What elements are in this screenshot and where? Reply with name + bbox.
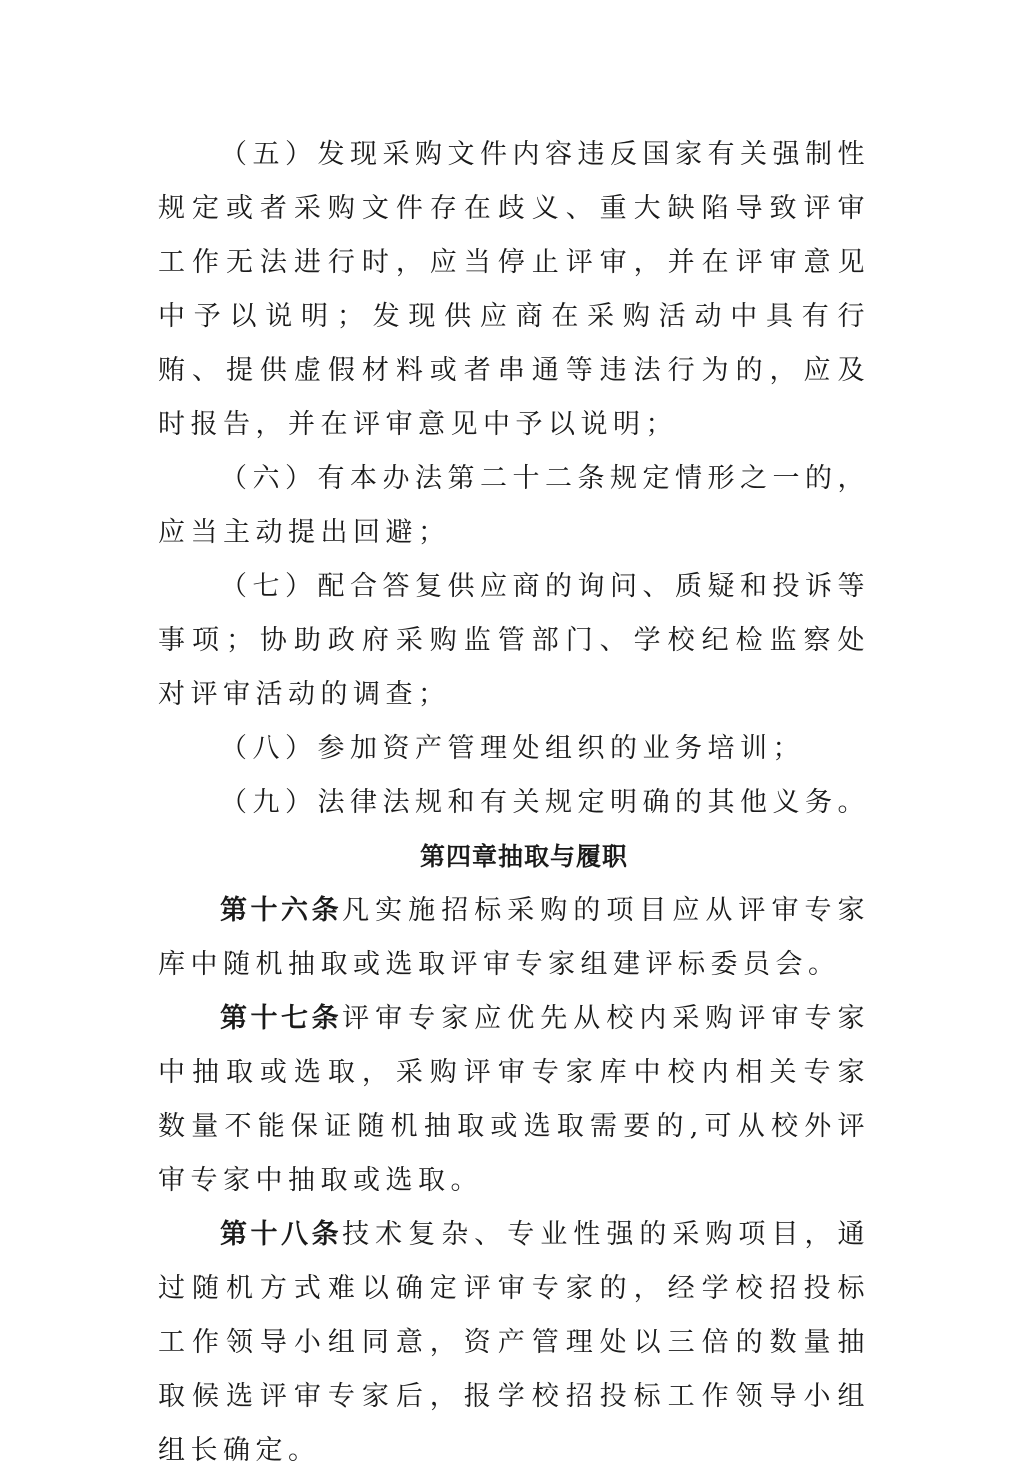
article-17-label: 第十七条 bbox=[220, 1003, 343, 1034]
chapter-heading: 第四章抽取与履职 bbox=[419, 842, 628, 871]
article-18-label: 第十八条 bbox=[220, 1219, 343, 1250]
duty-item-7: （七）配合答复供应商的询问、质疑和投诉等事项；协助政府采购监管部门、学校纪检监察处对评审活动的调查； bbox=[158, 571, 870, 710]
article-17 bbox=[158, 992, 870, 1208]
article-18-text: 技术复杂、专业性强的采购项目，通过随机方式难以确定评审专家的，经学校招投标工作领导小组同意，资产管理处以三倍的数量抽取候选评审专家后，报学校招投标工作领导小组组长确定。 bbox=[158, 1219, 871, 1466]
article-16-label: 第十六条 bbox=[220, 895, 343, 926]
duty-item-8: （八）参加资产管理处组织的业务培训； bbox=[220, 733, 805, 764]
duty-item-9: （九）法律法规和有关规定明确的其他义务。 bbox=[220, 787, 870, 818]
document-page bbox=[158, 128, 870, 1478]
duty-item-5: （五）发现采购文件内容违反国家有关强制性规定或者采购文件存在歧义、重大缺陷导致评审工作无法进行时，应当停止评审，并在评审意见中予以说明；发现供应商在采购活动中具有行贿、提供虚假材料或者串通等违法行为的，应及时报告，并在评审意见中予以说明； bbox=[158, 139, 870, 440]
article-16-text: 凡实施招标采购的项目应从评审专家库中随机抽取或选取评审专家组建评标委员会。 bbox=[158, 895, 871, 980]
article-16 bbox=[158, 884, 870, 992]
article-18 bbox=[158, 1208, 870, 1478]
duty-item-6: （六）有本办法第二十二条规定情形之一的，应当主动提出回避； bbox=[158, 463, 870, 548]
article-17-text: 评审专家应优先从校内采购评审专家中抽取或选取，采购评审专家库中校内相关专家数量不能保证随机抽取或选取需要的,可从校外评审专家中抽取或选取。 bbox=[158, 1003, 871, 1196]
